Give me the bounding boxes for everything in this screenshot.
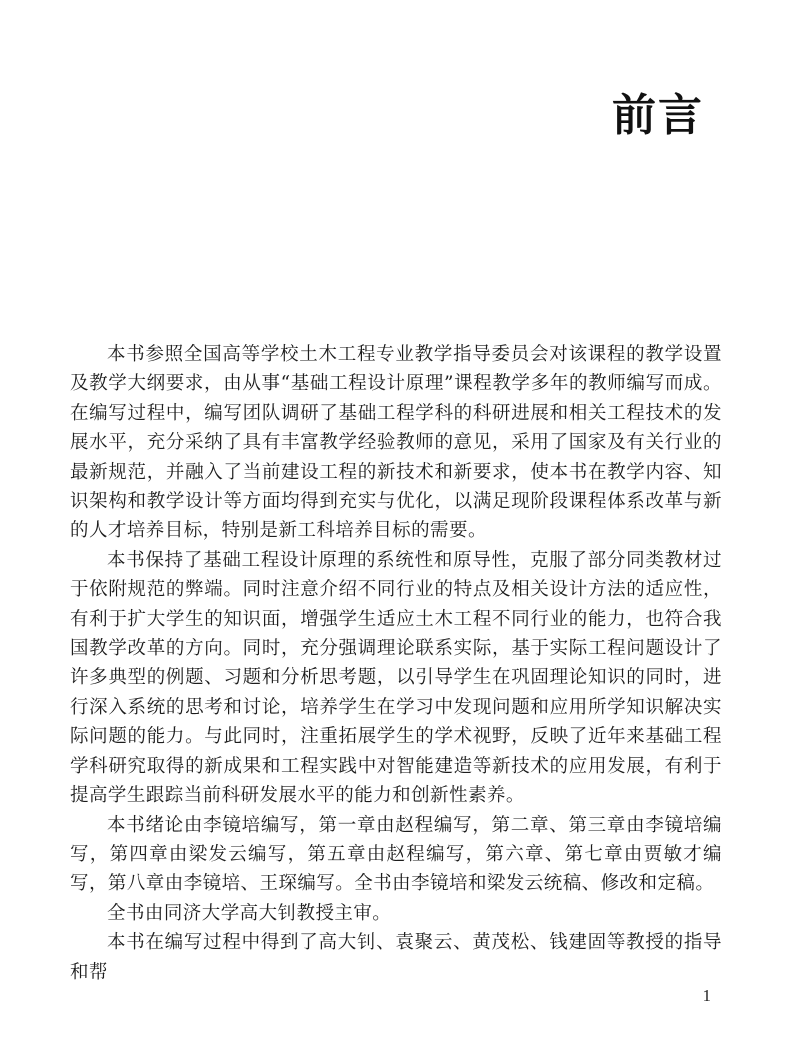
paragraph-4: 全书由同济大学高大钊教授主审。 — [107, 902, 392, 924]
page-number: 1 — [702, 986, 711, 1005]
page-title: 前言 — [612, 90, 704, 141]
paragraph-1: 本书参照全国高等学校土木工程专业教学指导委员会对该课程的教学设置及教学大纲要求，由从事“基础工程设计原理”课程教学多年的教师编写而成。在编写过程中，编写团队调研了基础工程学科的科研进展和相关工程技术的发展水平，充分采纳了具有丰富教学经验教师的意见，采用了国家及有关行业的最新规范，并融入了当前建设工程的新技术和新要求，使本书在教学内容、知识架构和教学设计等方面均得到充实与优化，以满足现阶段课程体系改革与新的人才培养目标，特别是新工科培养目标的需要。 — [70, 344, 722, 542]
paragraph-5: 本书在编写过程中得到了高大钊、袁聚云、黄茂松、钱建固等教授的指导和帮 — [70, 932, 722, 983]
preface-body — [70, 340, 722, 987]
paragraph-3: 本书绪论由李镜培编写，第一章由赵程编写，第二章、第三章由李镜培编写，第四章由梁发云编写，第五章由赵程编写，第六章、第七章由贾敏才编写，第八章由李镜培、王琛编写。全书由李镜培和梁发云统稿、修改和定稿。 — [70, 814, 722, 895]
paragraph-2: 本书保持了基础工程设计原理的系统性和原导性，克服了部分同类教材过于依附规范的弊端。同时注意介绍不同行业的特点及相关设计方法的适应性，有利于扩大学生的知识面，增强学生适应土木工程不同行业的能力，也符合我国教学改革的方向。同时，充分强调理论联系实际，基于实际工程问题设计了许多典型的例题、习题和分析思考题，以引导学生在巩固理论知识的同时，进行深入系统的思考和讨论，培养学生在学习中发现问题和应用所学知识解决实际问题的能力。与此同时，注重拓展学生的学术视野，反映了近年来基础工程学科研究取得的新成果和工程实践中对智能建造等新技术的应用发展，有利于提高学生跟踪当前科研发展水平的能力和创新性素养。 — [70, 549, 722, 807]
